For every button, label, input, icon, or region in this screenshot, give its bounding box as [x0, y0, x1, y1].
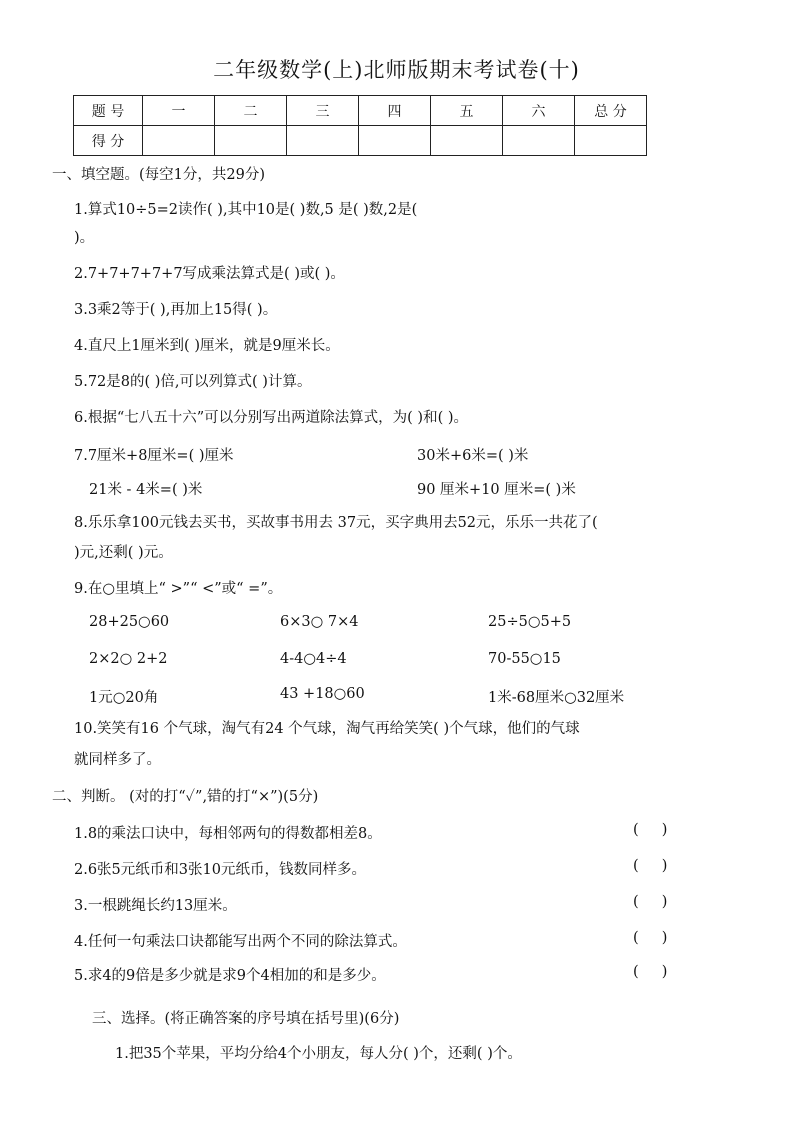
- score-header-cell: 二: [215, 96, 287, 126]
- question-7d: 90 厘米+10 厘米=( )米: [417, 482, 576, 498]
- score-input-cell[interactable]: [215, 126, 287, 156]
- page-title: 二年级数学(上)北师版期末考试卷(十): [213, 58, 580, 82]
- score-header-cell: 总 分: [575, 96, 647, 126]
- score-input-cell[interactable]: [575, 126, 647, 156]
- score-table: [73, 95, 647, 156]
- question-7c: 21米 - 4米=( )米: [89, 482, 203, 498]
- score-header-cell: 四: [359, 96, 431, 126]
- compare-item: 4-4○4÷4: [280, 651, 347, 667]
- section2-heading: 二、判断。 (对的打“✓”,错的打“×”)(5分): [52, 789, 319, 805]
- answer-blank[interactable]: ( ): [633, 930, 668, 946]
- compare-item: 2×2○ 2+2: [89, 651, 168, 667]
- question-9: 9.在○里填上“ >”“ <”或“ =”。: [74, 581, 283, 597]
- score-input-cell[interactable]: [359, 126, 431, 156]
- score-input-cell[interactable]: [431, 126, 503, 156]
- score-row-label: 得 分: [74, 126, 143, 156]
- compare-item: 1米-68厘米○32厘米: [488, 690, 625, 706]
- score-table-header-row: [74, 96, 647, 126]
- question-10-line1: 10.笑笑有16 个气球，淘气有24 个气球，淘气再给笑笑( )个气球，他们的气球: [74, 721, 580, 737]
- compare-item: 25÷5○5+5: [488, 614, 572, 630]
- question-1-line1: 1.算式10÷5=2读作( ),其中10是( )数,5 是( )数,2是(: [74, 202, 418, 218]
- compare-item: 6×3○ 7×4: [280, 614, 359, 630]
- score-input-cell[interactable]: [287, 126, 359, 156]
- question-10-line2: 就同样多了。: [74, 752, 161, 768]
- answer-blank[interactable]: ( ): [633, 822, 668, 838]
- section1-heading: 一、填空题。(每空1分，共29分): [52, 167, 265, 183]
- score-header-cell: 一: [143, 96, 215, 126]
- judge-item: 2.6张5元纸币和3张10元纸币，钱数同样多。: [74, 862, 366, 878]
- choice-question-1: 1.把35个苹果，平均分给4个小朋友，每人分( )个，还剩( )个。: [115, 1046, 522, 1062]
- answer-blank[interactable]: ( ): [633, 894, 668, 910]
- question-5: 5.72是8的( )倍,可以列算式( )计算。: [74, 374, 312, 390]
- score-input-cell[interactable]: [503, 126, 575, 156]
- score-header-cell: 三: [287, 96, 359, 126]
- question-7b: 30米+6米=( )米: [417, 448, 529, 464]
- compare-item: 1元○20角: [89, 690, 159, 706]
- compare-item: 43 +18○60: [280, 686, 365, 702]
- answer-blank[interactable]: ( ): [633, 964, 668, 980]
- question-8-line1: 8.乐乐拿100元钱去买书，买故事书用去 37元，买字典用去52元，乐乐一共花了(: [74, 515, 598, 531]
- judge-item: 3.一根跳绳长约13厘米。: [74, 898, 237, 914]
- judge-item: 5.求4的9倍是多少就是求9个4相加的和是多少。: [74, 968, 386, 984]
- answer-blank[interactable]: ( ): [633, 858, 668, 874]
- judge-item: 4.任何一句乘法口诀都能写出两个不同的除法算式。: [74, 934, 407, 950]
- question-4: 4.直尺上1厘米到( )厘米，就是9厘米长。: [74, 338, 340, 354]
- score-table-score-row: [74, 126, 647, 156]
- judge-item: 1.8的乘法口诀中，每相邻两句的得数都相差8。: [74, 826, 382, 842]
- section3-heading: 三、选择。(将正确答案的序号填在括号里)(6分): [92, 1011, 400, 1027]
- question-8-line2: )元,还剩( )元。: [74, 545, 173, 561]
- question-7a: 7.7厘米+8厘米=( )厘米: [74, 448, 234, 464]
- question-1-line2: )。: [74, 230, 95, 246]
- score-header-cell: 六: [503, 96, 575, 126]
- score-input-cell[interactable]: [143, 126, 215, 156]
- compare-item: 28+25○60: [89, 614, 170, 630]
- question-6: 6.根据“七八五十六”可以分别写出两道除法算式，为( )和( )。: [74, 410, 469, 426]
- question-2: 2.7+7+7+7+7写成乘法算式是( )或( )。: [74, 266, 345, 282]
- score-header-cell: 题 号: [74, 96, 143, 126]
- compare-item: 70-55○15: [488, 651, 561, 667]
- score-header-cell: 五: [431, 96, 503, 126]
- question-3: 3.3乘2等于( ),再加上15得( )。: [74, 302, 278, 318]
